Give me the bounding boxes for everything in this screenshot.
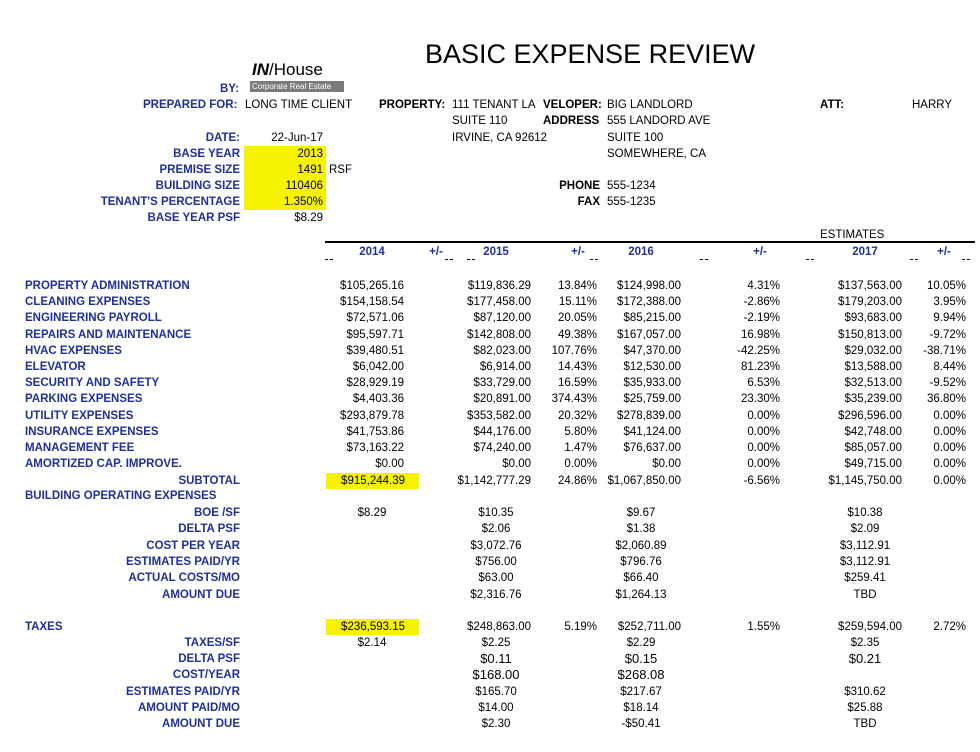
table-cell: TBD (853, 718, 877, 730)
tenant-percentage-value: 1.350% (244, 194, 326, 210)
table-cell: $3,112.91 (839, 555, 891, 568)
column-header-2: 2015 (483, 246, 509, 258)
property-line-2: SUITE 110 (452, 115, 508, 127)
table-cell: $42,748.00 (844, 425, 902, 438)
header-dash (962, 259, 970, 260)
table-cell: $1,145,750.00 (828, 475, 902, 487)
base-year-label: BASE YEAR (173, 148, 240, 160)
table-cell: $6,914.00 (479, 361, 531, 373)
table-cell: -38.71% (923, 344, 966, 357)
row-label: SECURITY AND SAFETY (25, 377, 160, 390)
table-cell: $915,244.39 (326, 473, 419, 489)
column-header-7: +/- (937, 246, 951, 258)
table-cell: $25,759.00 (623, 393, 681, 406)
column-header-5: +/- (753, 246, 767, 258)
table-cell: 0.00% (933, 475, 966, 487)
header-dash (700, 259, 708, 260)
table-cell: $179,203.00 (838, 296, 902, 309)
table-cell: $2.25 (481, 637, 511, 649)
table-cell: 36.80% (926, 393, 966, 406)
fax-label: FAX (577, 196, 600, 208)
column-header-0: 2014 (359, 246, 385, 258)
table-cell: $168.00 (472, 667, 520, 683)
row-label: ELEVATOR (25, 361, 86, 373)
row-label: ENGINEERING PAYROLL (25, 312, 162, 325)
table-cell: $142,808.00 (467, 328, 531, 341)
table-cell: $1,067,850.00 (607, 475, 681, 487)
table-cell: 81.23% (740, 361, 780, 373)
table-cell: -2.19% (743, 312, 780, 325)
table-cell: -42.25% (737, 344, 780, 357)
table-cell: $14.00 (478, 701, 514, 714)
row-label: DELTA PSF (178, 523, 240, 536)
table-cell: $0.11 (480, 651, 512, 667)
table-cell: 9.94% (933, 312, 966, 325)
row-label: COST/YEAR (172, 669, 240, 682)
table-cell: 0.00% (933, 458, 966, 471)
table-cell: $2,316.76 (470, 588, 522, 601)
table-cell: $39,480.51 (346, 344, 404, 357)
table-cell: $41,124.00 (623, 425, 681, 438)
address-line-2: SUITE 100 (607, 132, 664, 144)
estimates-label: ESTIMATES (820, 229, 885, 241)
row-label: INSURANCE EXPENSES (25, 425, 159, 438)
table-cell: $296,596.00 (838, 409, 902, 422)
table-cell: $25.88 (847, 701, 883, 714)
table-cell: $2.09 (850, 523, 880, 536)
table-cell: $3,112.91 (839, 539, 891, 552)
developer-value: BIG LANDLORD (607, 99, 693, 111)
premise-size-label: PREMISE SIZE (159, 164, 240, 176)
table-cell: 374.43% (551, 393, 597, 406)
table-cell: $293,879.78 (340, 409, 404, 422)
table-cell: $66.40 (623, 572, 659, 585)
table-cell: 49.38% (557, 328, 597, 341)
table-cell: $1,264.13 (615, 588, 667, 601)
table-cell: 5.19% (564, 621, 597, 633)
table-cell: $2.29 (626, 637, 656, 649)
base-year-psf-label: BASE YEAR PSF (147, 212, 240, 224)
table-cell: 10.05% (926, 280, 966, 292)
tenant-percentage-label: TENANT'S PERCENTAGE (100, 196, 240, 208)
header-rule (325, 241, 975, 243)
table-cell: $4,403.36 (352, 393, 404, 406)
row-label: DELTA PSF (178, 653, 240, 666)
table-cell: 16.59% (557, 377, 597, 390)
table-cell: 1.47% (564, 442, 597, 454)
row-label: PROPERTY ADMINISTRATION (25, 280, 190, 292)
premise-unit: RSF (329, 164, 352, 176)
row-label: UTILITY EXPENSES (25, 409, 134, 422)
table-cell: $9.67 (626, 507, 656, 519)
header-dash (467, 259, 475, 260)
company-logo (248, 60, 344, 93)
property-label: PROPERTY: (379, 99, 446, 111)
table-cell: $76,637.00 (623, 442, 681, 454)
row-label: AMOUNT PAID/MO (137, 701, 240, 714)
table-cell: $28,929.19 (346, 377, 404, 390)
table-cell: $33,729.00 (473, 377, 531, 390)
row-label: COST PER YEAR (146, 539, 240, 552)
logo-tagline: Corporate Real Estate (250, 81, 344, 92)
table-cell: -2.86% (743, 296, 780, 309)
table-cell: 8.44% (933, 361, 966, 373)
base-year-value: 2013 (244, 146, 326, 162)
table-cell: $248,863.00 (467, 621, 531, 633)
table-cell: 0.00% (564, 458, 597, 471)
address-line-3: SOMEWHERE, CA (607, 148, 707, 160)
column-header-3: +/- (571, 246, 585, 258)
table-cell: $29,032.00 (844, 344, 902, 357)
table-cell: $3,072.76 (470, 539, 522, 552)
table-cell: $119,836.29 (467, 280, 531, 292)
table-cell: 14.43% (557, 361, 597, 373)
table-cell: $2.06 (481, 523, 511, 536)
table-cell: $6,042.00 (352, 361, 404, 373)
building-size-label: BUILDING SIZE (155, 180, 240, 192)
row-label: TAXES/SF (184, 637, 240, 649)
table-cell: $1.38 (626, 523, 656, 536)
table-cell: 0.00% (747, 458, 780, 471)
table-cell: $236,593.15 (326, 619, 419, 635)
table-cell: $172,388.00 (617, 296, 681, 309)
building-size-value: 110406 (244, 178, 326, 194)
developer-label: VELOPER: (543, 99, 602, 111)
table-cell: 13.84% (557, 280, 597, 292)
building-operating-label: BUILDING OPERATING EXPENSES (25, 490, 217, 502)
table-cell: $0.15 (624, 651, 658, 667)
row-label: AMOUNT DUE (162, 718, 240, 730)
table-cell: -$50.41 (621, 718, 661, 730)
column-header-4: 2016 (628, 246, 654, 258)
table-cell: $41,753.86 (346, 425, 404, 438)
table-cell: 20.32% (557, 409, 597, 422)
header-dash (806, 259, 814, 260)
table-cell: $150,813.00 (838, 328, 902, 341)
table-cell: $10.38 (847, 507, 883, 519)
logo-brand-house: /House (269, 60, 323, 79)
phone-label: PHONE (559, 180, 600, 192)
table-cell: -9.72% (929, 328, 966, 341)
date-label: DATE: (205, 132, 240, 144)
row-label: AMORTIZED CAP. IMPROVE. (25, 458, 182, 471)
table-cell: $154,158.54 (340, 296, 404, 309)
row-label: BOE /SF (193, 507, 240, 519)
table-cell: $796.76 (620, 555, 662, 568)
row-label: TAXES (25, 621, 63, 633)
table-cell: 4.31% (747, 280, 780, 292)
address-line-1: 555 LANDORD AVE (607, 115, 711, 127)
table-cell: $1,142,777.29 (457, 475, 531, 487)
table-cell: $165.70 (475, 685, 517, 698)
table-cell: 0.00% (933, 442, 966, 454)
table-cell: 15.11% (558, 296, 597, 309)
table-cell: $8.29 (357, 507, 387, 519)
table-cell: $353,582.00 (467, 409, 531, 422)
table-cell: $95,597.71 (346, 328, 404, 341)
property-line-3: IRVINE, CA 92612 (452, 132, 548, 144)
page-title: BASIC EXPENSE REVIEW (425, 39, 756, 69)
table-cell: $177,458.00 (467, 296, 531, 309)
table-cell: $12,530.00 (623, 361, 681, 373)
row-label: ESTIMATES PAID/YR (126, 685, 240, 698)
header-dash (590, 259, 598, 260)
table-cell: $74,240.00 (473, 442, 531, 454)
table-cell: $0.00 (502, 458, 531, 471)
table-cell: $0.21 (848, 651, 882, 667)
table-cell: 107.76% (551, 344, 597, 357)
table-cell: $18.14 (623, 701, 659, 714)
table-cell: $259,594.00 (838, 621, 902, 633)
table-cell: $310.62 (844, 685, 886, 698)
table-cell: 1.55% (747, 621, 780, 633)
table-cell: $72,571.06 (346, 312, 404, 325)
table-cell: $167,057.00 (617, 328, 681, 341)
table-cell: $87,120.00 (473, 312, 531, 325)
table-cell: $13,588.00 (844, 361, 902, 373)
table-cell: 16.98% (740, 328, 780, 341)
row-label: HVAC EXPENSES (25, 344, 122, 357)
table-cell: $20,891.00 (473, 393, 531, 406)
logo-brand-in: IN (252, 60, 269, 79)
table-cell: 2.72% (933, 621, 966, 633)
row-label: PARKING EXPENSES (25, 393, 143, 406)
table-cell: $137,563.00 (838, 280, 902, 292)
table-cell: $44,176.00 (473, 425, 531, 438)
table-cell: $47,370.00 (623, 344, 681, 357)
premise-size-value: 1491 (244, 162, 326, 178)
table-cell: $0.00 (375, 458, 404, 471)
table-cell: 0.00% (747, 409, 780, 422)
row-label: REPAIRS AND MAINTENANCE (25, 328, 192, 341)
table-cell: $124,998.00 (617, 280, 681, 292)
header-dash (325, 259, 333, 260)
row-label: MANAGEMENT FEE (25, 442, 135, 454)
table-cell: $85,215.00 (623, 312, 681, 325)
table-cell: -9.52% (929, 377, 966, 390)
table-cell: $63.00 (478, 572, 514, 585)
table-cell: $2,060.89 (615, 539, 667, 552)
table-cell: $35,933.00 (623, 377, 681, 390)
table-cell: 24.86% (557, 475, 597, 487)
table-cell: $82,023.00 (473, 344, 531, 357)
column-header-6: 2017 (852, 246, 878, 258)
table-cell: $0.00 (652, 458, 681, 471)
by-label: BY: (220, 83, 239, 95)
header-dash (445, 259, 453, 260)
table-cell: $2.14 (357, 637, 387, 649)
column-header-1: +/- (429, 246, 443, 258)
table-cell: $2.30 (481, 718, 511, 730)
table-cell: 5.80% (564, 425, 597, 438)
table-cell: $105,265.16 (340, 280, 404, 292)
table-cell: 3.95% (933, 296, 966, 309)
table-cell: $49,715.00 (844, 458, 902, 471)
address-label: ADDRESS (543, 115, 600, 127)
table-cell: $252,711.00 (617, 621, 681, 633)
row-label: AMOUNT DUE (162, 588, 240, 601)
table-cell: 20.05% (557, 312, 597, 325)
prepared-for-value: LONG TIME CLIENT (245, 99, 353, 111)
row-label: CLEANING EXPENSES (25, 296, 151, 309)
phone-value: 555-1234 (607, 180, 656, 192)
row-label: SUBTOTAL (178, 475, 240, 487)
table-cell: 0.00% (933, 409, 966, 422)
table-cell: $259.41 (844, 572, 886, 585)
table-cell: $217.67 (620, 685, 662, 698)
table-cell: $85,057.00 (844, 442, 902, 454)
table-cell: $35,239.00 (844, 393, 902, 406)
table-cell: $756.00 (475, 555, 517, 568)
table-cell: $93,683.00 (844, 312, 902, 325)
table-cell: TBD (853, 588, 877, 601)
header-dash (910, 259, 918, 260)
table-cell: $2.35 (850, 637, 880, 649)
att-label: ATT: (820, 99, 845, 111)
table-cell: $268.08 (617, 667, 665, 683)
base-year-psf-value: $8.29 (294, 212, 323, 224)
prepared-for-label: PREPARED FOR: (143, 99, 238, 111)
row-label: ACTUAL COSTS/MO (128, 572, 240, 585)
att-value: HARRY (912, 99, 953, 111)
row-label: ESTIMATES PAID/YR (126, 555, 240, 568)
table-cell: $10.35 (478, 507, 514, 519)
table-cell: 6.53% (747, 377, 780, 390)
property-line-1: 111 TENANT LA (452, 99, 536, 111)
table-cell: 0.00% (747, 442, 780, 454)
table-cell: 0.00% (747, 425, 780, 438)
table-cell: -6.56% (743, 475, 780, 487)
fax-value: 555-1235 (607, 196, 656, 208)
table-cell: 0.00% (933, 425, 966, 438)
table-cell: $278,839.00 (617, 409, 681, 422)
table-cell: $73,163.22 (346, 442, 404, 454)
date-value: 22-Jun-17 (271, 132, 323, 144)
table-cell: 23.30% (740, 393, 780, 406)
table-cell: $32,513.00 (844, 377, 902, 390)
